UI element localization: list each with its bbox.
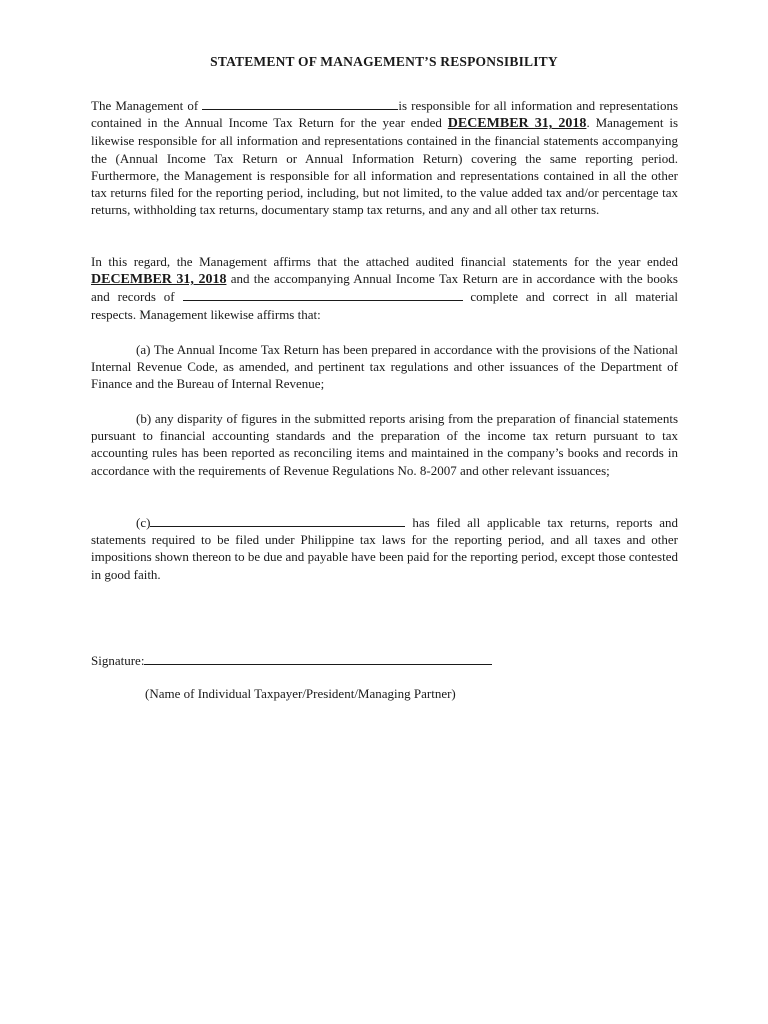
- p2-text-b: and the accompanying Annual Income Tax Return are in accordance with the books and records of: [91, 271, 678, 305]
- document-title: STATEMENT OF MANAGEMENT’S RESPONSIBILITY: [210, 54, 558, 69]
- p1-text-b: . Management is likewise responsible for all information and representations contained in the financial statements accompanying the (Annual Income Tax Return or Annual Information Return) covering the same reporting period. Furthermore, the Management is responsible for all information and representations contained in all the other tax returns filed for the reporting period, including, but not limited, to the value added tax and/or percentage tax returns, withholding tax returns, documentary stamp tax returns, and any and all other tax returns.: [91, 115, 678, 218]
- p2-text-a: In this regard, the Management affirms that the attached audited financial statements for the year ended: [91, 254, 678, 269]
- signature-line: [91, 652, 492, 669]
- item-c-text: has filed all applicable tax returns, reports and statements required to be filed under Philippine tax laws for the reporting period, and all taxes and other impositions shown thereon to be due and payable have been paid for the reporting period, except those contested in good faith.: [91, 515, 679, 582]
- signature-blank[interactable]: [144, 652, 492, 665]
- affirmation-item-c: [91, 514, 678, 583]
- p2-date: DECEMBER 31, 2018: [91, 272, 227, 288]
- item-c-label: (c): [136, 515, 151, 530]
- signature-label: Signature:: [91, 653, 145, 668]
- p2-text-c: complete and correct in all material respects. Management likewise affirms that:: [91, 289, 679, 322]
- signature-caption: (Name of Individual Taxpayer/President/Managing Partner): [145, 686, 456, 701]
- affirmation-item-b: (b) any disparity of figures in the submitted reports arising from the preparation of financial statements pursuant to financial accounting standards and the preparation of the income tax return pursuant to tax accounting rules has been reported as reconciling items and maintained in the company’s books and records in accordance with the requirements of Revenue Regulations No. 8-2007 and other relevant issuances;: [91, 411, 678, 478]
- p1-prefix: The Management of: [91, 98, 199, 113]
- affirmation-item-a: (a) The Annual Income Tax Return has been prepared in accordance with the provisions of the National Internal Revenue Code, as amended, and pertinent tax regulations and other issuances of the Department of Finance and the Bureau of Internal Revenue;: [91, 342, 678, 392]
- company-name-blank[interactable]: [202, 97, 398, 110]
- paragraph-management-responsibility: [91, 97, 678, 218]
- taxpayer-name-blank[interactable]: [150, 514, 405, 527]
- books-records-blank[interactable]: [183, 288, 463, 301]
- paragraph-affirmation: [91, 253, 678, 323]
- p1-text-a: is responsible for all information and representations contained in the Annual Income Tax Return for the year ended: [91, 98, 679, 131]
- p1-date: DECEMBER 31, 2018: [447, 116, 587, 132]
